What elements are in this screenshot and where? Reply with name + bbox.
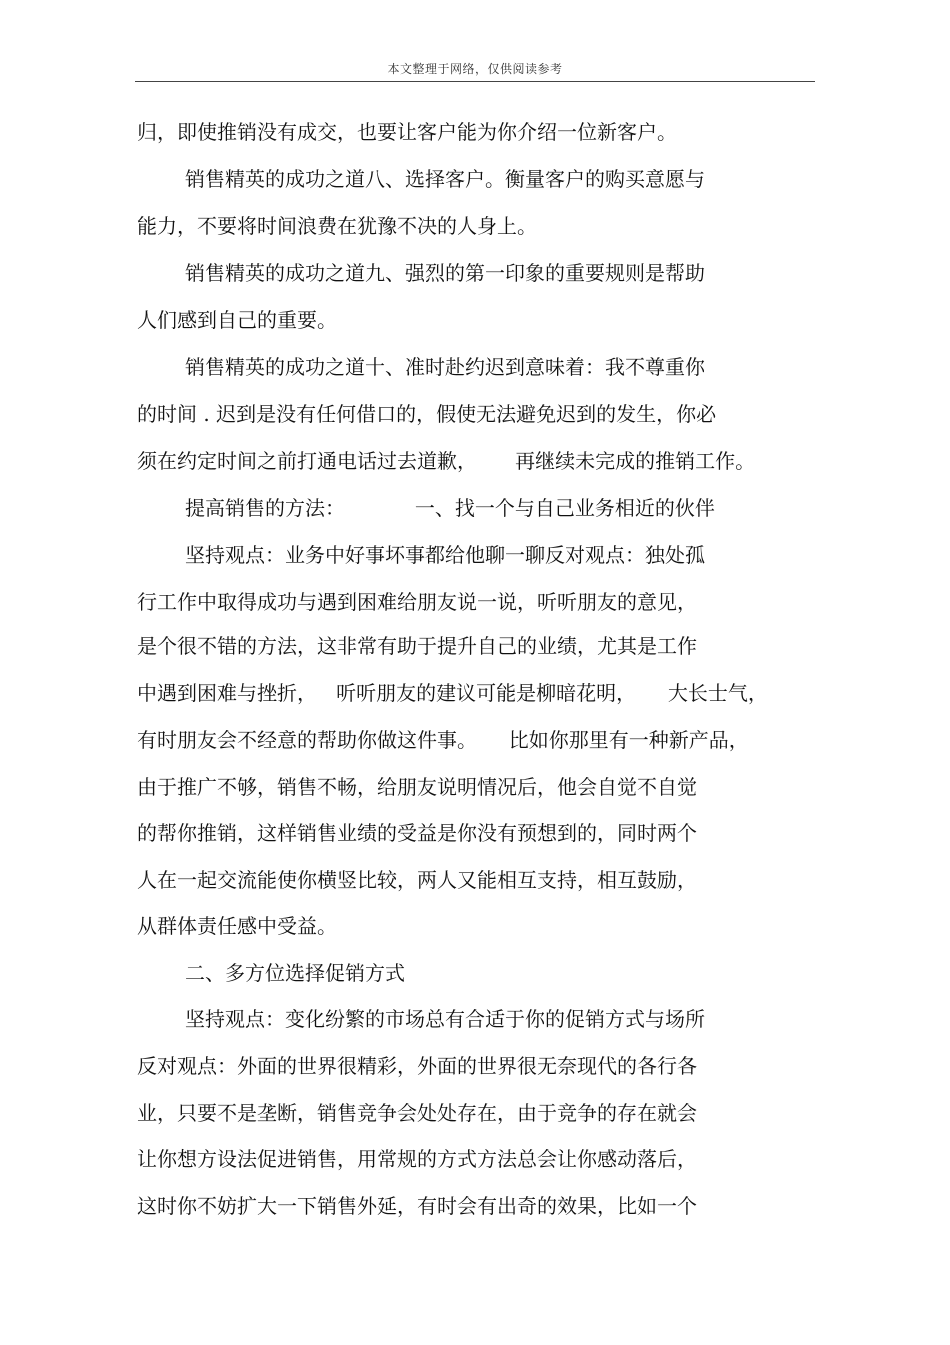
text-line: 销售精英的成功之道八、选择客户。衡量客户的购买意愿与 <box>185 167 705 191</box>
text-line: 由于推广不够，销售不畅，给朋友说明情况后，他会自觉不自觉 <box>137 775 697 799</box>
text-line: 坚持观点：业务中好事坏事都给他聊一聊反对观点：独处孤 <box>185 543 705 567</box>
text-line: 中遇到困难与挫折， 听听朋友的建议可能是柳暗花明， 大长士气， <box>137 681 768 705</box>
text-line: 提高销售的方法： 一、找一个与自己业务相近的伙伴 <box>185 496 715 520</box>
page-header: 本文整理于网络，仅供阅读参考 <box>387 62 563 76</box>
text-line: 是个很不错的方法，这非常有助于提升自己的业绩，尤其是工作 <box>137 634 697 658</box>
text-line: 坚持观点：变化纷繁的市场总有合适于你的促销方式与场所 <box>185 1007 705 1031</box>
section-heading: 二、多方位选择促销方式 <box>185 961 405 985</box>
header-rule <box>135 81 815 82</box>
text-line: 从群体责任感中受益。 <box>137 914 337 938</box>
text-line: 人们感到自己的重要。 <box>137 308 337 332</box>
text-line: 人在一起交流能使你横竖比较，两人又能相互支持，相互鼓励， <box>137 868 697 892</box>
text-line: 销售精英的成功之道九、强烈的第一印象的重要规则是帮助 <box>185 261 705 285</box>
text-line: 须在约定时间之前打通电话过去道歉， 再继续未完成的推销工作。 <box>137 449 756 473</box>
text-line: 有时朋友会不经意的帮助你做这件事。 比如你那里有一种新产品， <box>137 728 749 752</box>
text-line: 能力，不要将时间浪费在犹豫不决的人身上。 <box>137 214 537 238</box>
text-line: 行工作中取得成功与遇到困难给朋友说一说，听听朋友的意见， <box>137 590 697 614</box>
text-line: 这时你不妨扩大一下销售外延，有时会有出奇的效果，比如一个 <box>137 1194 697 1218</box>
text-line: 的帮你推销，这样销售业绩的受益是你没有预想到的，同时两个 <box>137 821 697 845</box>
text-line: 业，只要不是垄断，销售竞争会处处存在，由于竞争的存在就会 <box>137 1101 697 1125</box>
text-line: 归，即使推销没有成交，也要让客户能为你介绍一位新客户。 <box>137 120 677 144</box>
text-line: 反对观点：外面的世界很精彩，外面的世界很无奈现代的各行各 <box>137 1054 697 1078</box>
text-line: 让你想方设法促进销售，用常规的方式方法总会让你感动落后， <box>137 1147 697 1171</box>
text-line: 的时间 . 迟到是没有任何借口的，假使无法避免迟到的发生，你必 <box>137 402 717 426</box>
text-line: 销售精英的成功之道十、准时赴约迟到意味着：我不尊重你 <box>185 355 705 379</box>
